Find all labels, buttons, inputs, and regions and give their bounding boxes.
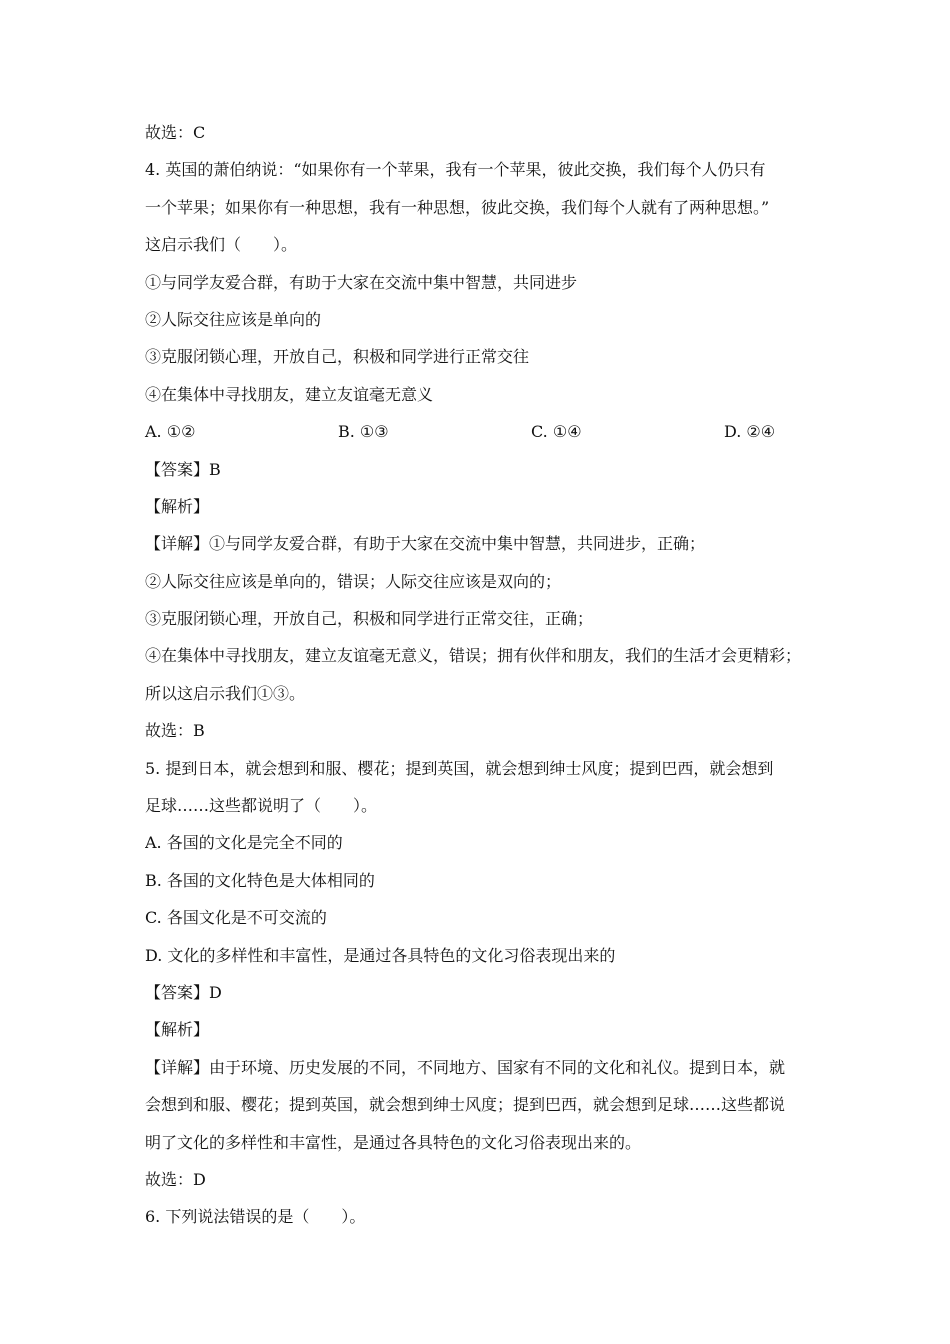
q4-detail-line: ④在集体中寻找朋友，建立友谊毫无意义，错误；拥有伙伴和朋友，我们的生活才会更精彩； <box>145 646 802 666</box>
q4-statement: ③克服闭锁心理，开放自己，积极和同学进行正常交往 <box>145 347 530 367</box>
q4-detail-line: 【详解】①与同学友爱合群，有助于大家在交流中集中智慧，共同进步，正确； <box>145 534 706 554</box>
q4-detail-line: 所以这启示我们①③。 <box>145 683 306 703</box>
q4-detail-line: ③克服闭锁心理，开放自己，积极和同学进行正常交往，正确； <box>145 609 594 629</box>
q5-stem-line: 5. 提到日本，就会想到和服、樱花；提到英国，就会想到绅士风度；提到巴西，就会想到 <box>145 758 774 778</box>
q4-option-a: A. ①② <box>145 422 196 442</box>
question-6 <box>145 1198 815 1235</box>
q5-detail-line: 【详解】由于环境、历史发展的不同，不同地方、国家有不同的文化和礼仪。提到日本，就 <box>145 1057 786 1077</box>
q5-option-b: B. 各国的文化特色是大体相同的 <box>145 870 375 890</box>
q4-detail-line: ②人际交往应该是单向的，错误；人际交往应该是双向的； <box>145 571 562 591</box>
q5-detail-line: 明了文化的多样性和丰富性，是通过各具特色的文化习俗表现出来的。 <box>145 1132 642 1152</box>
q5-stem-line: 足球……这些都说明了（ ）。 <box>145 796 378 816</box>
q4-analysis-label: 【解析】 <box>145 496 210 516</box>
question-4 <box>145 151 815 749</box>
q5-answer: 【答案】D <box>145 982 222 1002</box>
q4-stem-line: 4. 英国的萧伯纳说：“如果你有一个苹果，我有一个苹果，彼此交换，我们每个人仍只有 <box>145 160 766 180</box>
q4-statement: ④在集体中寻找朋友，建立友谊毫无意义 <box>145 384 434 404</box>
q4-stem-line: 一个苹果；如果你有一种思想，我有一种思想，彼此交换，我们每个人就有了两种思想。” <box>145 197 770 217</box>
q4-answer: 【答案】B <box>145 459 221 479</box>
q4-conclusion: 故选：B <box>145 721 205 741</box>
q4-stem-line: 这启示我们（ ）。 <box>145 235 298 255</box>
q4-option-d: D. ②④ <box>724 422 776 442</box>
q5-option-c: C. 各国文化是不可交流的 <box>145 908 327 928</box>
q5-detail-line: 会想到和服、樱花；提到英国，就会想到绅士风度；提到巴西，就会想到足球……这些都说 <box>145 1095 786 1115</box>
page-content <box>145 114 815 1236</box>
q5-analysis-label: 【解析】 <box>145 1020 210 1040</box>
q4-option-b: B. ①③ <box>338 422 389 442</box>
question-5 <box>145 750 815 1199</box>
q5-option-a: A. 各国的文化是完全不同的 <box>145 833 343 853</box>
q4-option-c: C. ①④ <box>531 422 582 442</box>
q6-stem-line: 6. 下列说法错误的是（ ）。 <box>145 1207 366 1227</box>
q3-conclusion: 故选：C <box>145 123 206 142</box>
q5-conclusion: 故选：D <box>145 1169 206 1189</box>
q4-options <box>145 413 815 450</box>
q4-statement: ①与同学友爱合群，有助于大家在交流中集中智慧，共同进步 <box>145 272 578 292</box>
q5-option-d: D. 文化的多样性和丰富性，是通过各具特色的文化习俗表现出来的 <box>145 945 616 965</box>
q4-statement: ②人际交往应该是单向的 <box>145 309 322 329</box>
